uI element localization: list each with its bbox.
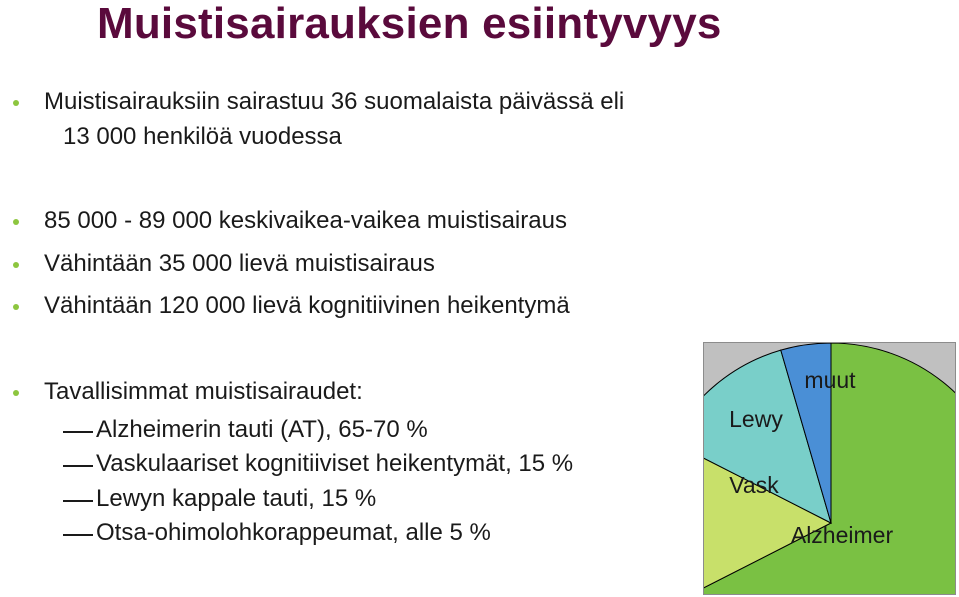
stat-line-3: Vähintään 120 000 lievä kognitiivinen heikentymä	[44, 292, 570, 319]
intro-line-1: Muistisairauksiin sairastuu 36 suomalaista päivässä eli	[44, 88, 625, 115]
dash-marker	[63, 500, 93, 502]
common-item-2: Vaskulaariset kognitiiviset heikentymät, 15 %	[96, 450, 574, 477]
bullet-dot	[13, 390, 19, 396]
stat-line-2: Vähintään 35 000 lievä muistisairaus	[44, 250, 435, 277]
common-item-4: Otsa-ohimolohkorappeumat, alle 5 %	[96, 519, 491, 546]
stat-line-1: 85 000 - 89 000 keskivaikea-vaikea muistisairaus	[44, 207, 567, 234]
pie-chart-svg	[704, 343, 955, 594]
bullet-dot	[13, 100, 19, 106]
bullet-dot	[13, 304, 19, 310]
pie-label-lewy: Lewy	[729, 406, 783, 432]
pie-label-muut: muut	[804, 367, 856, 393]
dash-marker	[63, 431, 93, 433]
common-item-1: Alzheimerin tauti (AT), 65-70 %	[96, 416, 428, 443]
bullet-dot	[13, 219, 19, 225]
pie-label-vask: Vask	[729, 472, 779, 498]
intro-line-2: 13 000 henkilöä vuodessa	[63, 123, 342, 150]
page-title: Muistisairauksien esiintyvyys	[97, 0, 722, 48]
pie-label-alzheimer: Alzheimer	[790, 522, 894, 548]
pie-chart	[703, 342, 956, 595]
dash-marker	[63, 534, 93, 536]
common-heading: Tavallisimmat muistisairaudet:	[44, 378, 363, 405]
dash-marker	[63, 465, 93, 467]
common-item-3: Lewyn kappale tauti, 15 %	[96, 485, 377, 512]
bullet-dot	[13, 262, 19, 268]
